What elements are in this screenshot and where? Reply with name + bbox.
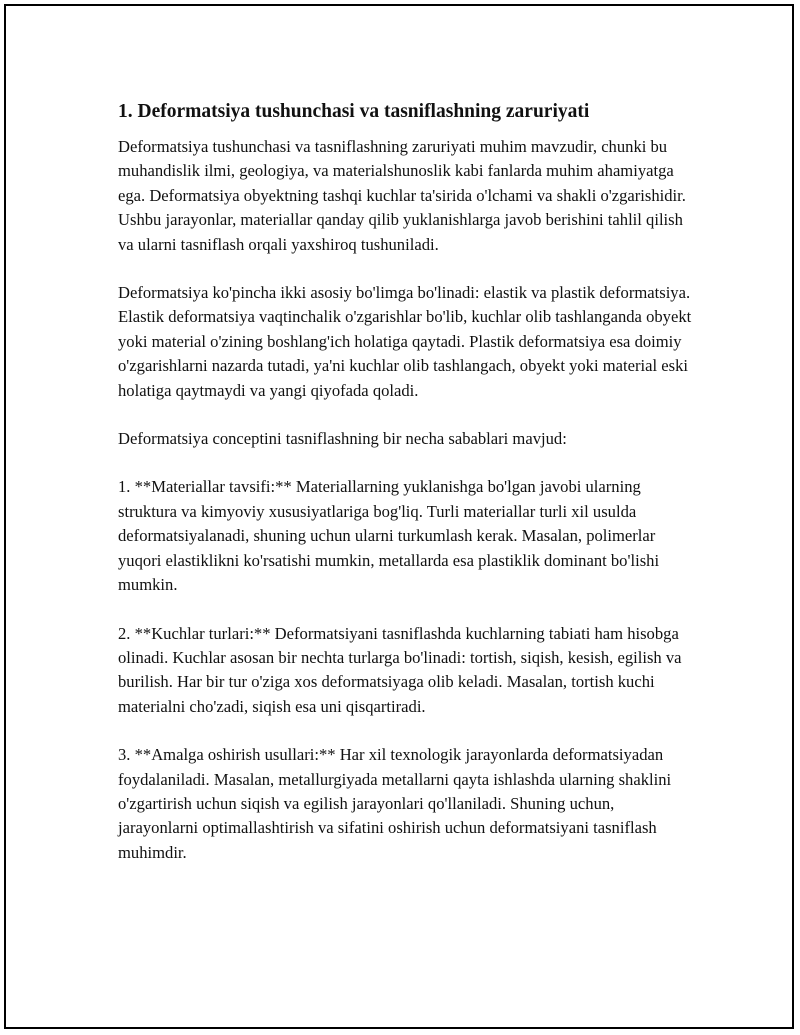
paragraph-intro: Deformatsiya tushunchasi va tasniflashning zaruriyati muhim mavzudir, chunki bu muhandislik ilmi, geologiya, va materialshunoslik kabi fanlarda muhim ahamiyatga ega. Deformatsiya obyektning tashqi kuchlar ta'sirida o'lchami va shakli o'zgarishidir. Ushbu jarayonlar, materiallar qanday qilib yuklanishlarga javob berishini tahlil qilish va ularni tasniflash orqali yaxshiroq tushuniladi. bbox=[118, 137, 686, 254]
section-heading: 1. Deformatsiya tushunchasi va tasniflashning zaruriyati bbox=[118, 101, 590, 122]
document-page bbox=[4, 4, 794, 1029]
list-item-materials: 1. **Materiallar tavsifi:** Materiallarning yuklanishga bo'lgan javobi ularning struktura va kimyoviy xususiyatlariga bog'liq. Turli materiallar turli xil usulda deformatsiyalanadi, shuning uchun ularni turkumlash kerak. Masalan, polimerlar yuqori elastiklikni ko'rsatishi mumkin, metallarda esa plastiklik dominant bo'lishi mumkin. bbox=[118, 477, 660, 595]
list-item-methods: 3. **Amalga oshirish usullari:** Har xil texnologik jarayonlarda deformatsiyadan foydalaniladi. Masalan, metallurgiyada metallarni qayta ishlashda ularning shaklini o'zgartirish uchun siqish va egilish jarayonlari qo'llaniladi. Shuning uchun, jarayonlarni optimallashtirish va sifatini oshirish uchun deformatsiyani tasniflash muhimdir. bbox=[118, 745, 672, 862]
document-body bbox=[118, 98, 698, 889]
list-item-forces: 2. **Kuchlar turlari:** Deformatsiyani tasniflashda kuchlarning tabiati ham hisobga olinadi. Kuchlar asosan bir nechta turlarga bo'linadi: tortish, siqish, kesish, egilish va burilish. Har bir tur o'ziga xos deformatsiyaga olib keladi. Masalan, tortish kuchi materialni cho'zadi, siqish esa uni qisqartiradi. bbox=[118, 623, 682, 716]
paragraph-reasons: Deformatsiya conceptini tasniflashning bir necha sabablari mavjud: bbox=[118, 429, 567, 449]
paragraph-types: Deformatsiya ko'pincha ikki asosiy bo'limga bo'linadi: elastik va plastik deformatsiya. Elastik deformatsiya vaqtinchalik o'zgarishlar bo'lib, kuchlar olib tashlanganda obyekt yoki material o'zining boshlang'ich holatiga qaytadi. Plastik deformatsiya esa doimiy o'zgarishlarni nazarda tutadi, ya'ni kuchlar olib tashlangach, obyekt yoki material eski holatiga qaytmaydi va yangi qiyofada qoladi. bbox=[118, 283, 692, 400]
